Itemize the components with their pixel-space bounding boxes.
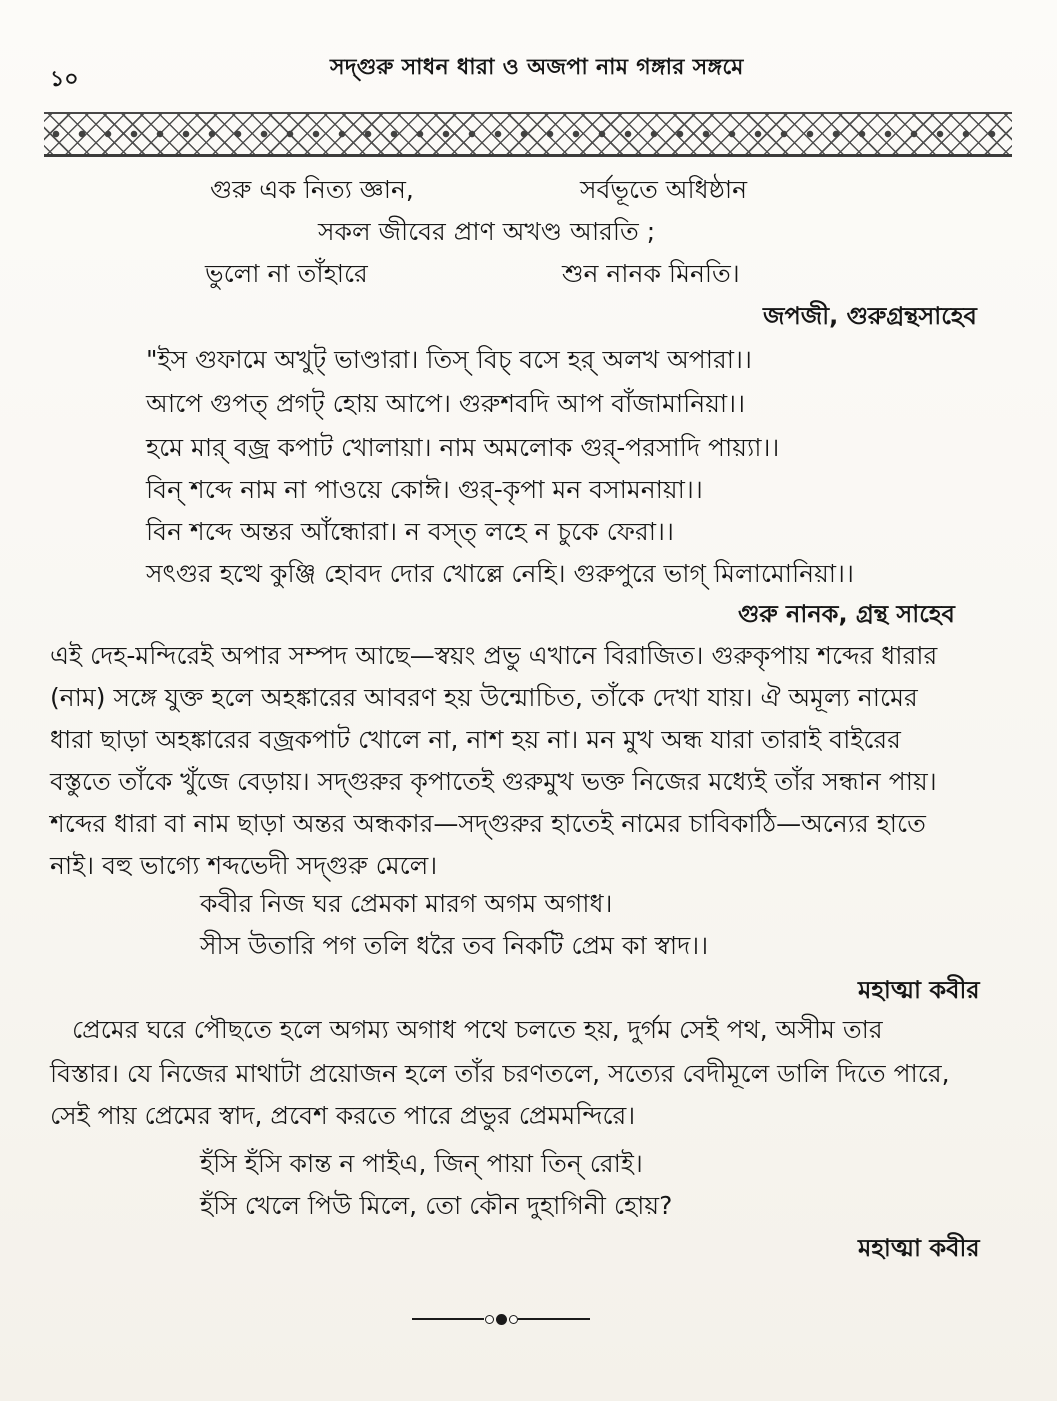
- verse2-line: বিন শব্দে অন্তর আঁন্ধোরা। ন বস্ত্ লহে ন চুকে ফেরা।।: [146, 517, 674, 546]
- verse1-line: সকল জীবের প্রাণ অখণ্ড আরতি ;: [318, 217, 656, 246]
- divider-bead: [496, 1314, 507, 1325]
- running-header: সদ্গুরু সাধন ধারা ও অজপা নাম গঙ্গার সঙ্গমে: [330, 55, 744, 80]
- verse1-line: শুন নানক মিনতি।: [562, 259, 740, 288]
- verse2-line: সৎগুর হত্থে কুঞ্জি হোবদ দোর খোল্লে নেহি। গুরুপুরে ভাগ্ মিলামোনিয়া।।: [146, 559, 854, 588]
- section-divider: [412, 1312, 590, 1326]
- divider-line-right: [518, 1318, 590, 1320]
- paragraph2-line: প্রেমের ঘরে পৌছতে হলে অগম্য অগাধ পথে চলতে হয়, দুর্গম সেই পথ, অসীম তার: [72, 1015, 883, 1044]
- divider-bead: [509, 1315, 518, 1324]
- paragraph2-line: সেই পায় প্রেমের স্বাদ, প্রবেশ করতে পারে প্রভুর প্রেমমন্দিরে।: [50, 1101, 636, 1130]
- verse2-line: হমে মার্ বজ্র কপাট খোলায়া। নাম অমলোক গুর্-পরসাদি পায়্যা।।: [146, 433, 780, 462]
- decorative-border: [44, 112, 1012, 157]
- verse4-line: হঁসি খেলে পিউ মিলে, তো কৌন দুহাগিনী হোয়?: [200, 1191, 673, 1220]
- divider-line-left: [412, 1318, 484, 1320]
- verse2-line: বিন্ শব্দে নাম না পাওয়ে কোঈ। গুর্-কৃপা মন বসামনায়া।।: [146, 475, 703, 504]
- verse2-line: আপে গুপত্ প্রগট্ হোয় আপে। গুরুশবদি আপ বাঁজামানিয়া।।: [146, 389, 746, 418]
- paragraph1-line: শব্দের ধারা বা নাম ছাড়া অন্তর অন্ধকার—সদ্গুরুর হাতেই নামের চাবিকাঠি—অন্যের হাতে: [50, 809, 926, 838]
- paragraph2-line: বিস্তার। যে নিজের মাথাটা প্রয়োজন হলে তাঁর চরণতলে, সত্যের বেদীমূলে ডালি দিতে পারে,: [50, 1059, 950, 1088]
- verse1-line: ভুলো না তাঁহারে: [205, 259, 368, 288]
- divider-bead: [485, 1315, 494, 1324]
- paragraph1-line: বস্তুতে তাঁকে খুঁজে বেড়ায়। সদ্গুরুর কৃপাতেই গুরুমুখ ভক্ত নিজের মধ্যেই তাঁর সন্ধান পায়।: [50, 767, 937, 796]
- verse3-attribution: মহাত্মা কবীর: [858, 976, 980, 1004]
- paragraph1-line: এই দেহ-মন্দিরেই অপার সম্পদ আছে—স্বয়ং প্রভু এখানে বিরাজিত। গুরুকৃপায় শব্দের ধারার: [50, 641, 938, 670]
- paragraph1-line: ধারা ছাড়া অহঙ্কারের বজ্রকপাট খোলে না, নাশ হয় না। মন মুখ অন্ধ যারা তারাই বাইরের: [50, 725, 901, 754]
- verse1-line: গুরু এক নিত্য জ্ঞান,: [210, 175, 414, 204]
- page-number: ১০: [50, 67, 79, 92]
- verse3-line: সীস উতারি পগ তলি ধরৈ তব নিকটি প্রেম কা স্বাদ।।: [200, 931, 709, 960]
- paragraph1-line: (নাম) সঙ্গে যুক্ত হলে অহঙ্কারের আবরণ হয় উন্মোচিত, তাঁকে দেখা যায়। ঐ অমূল্য নামের: [50, 683, 918, 712]
- verse4-attribution: মহাত্মা কবীর: [858, 1234, 980, 1262]
- verse1-line: সর্বভূতে অধিষ্ঠান: [580, 175, 748, 204]
- verse3-line: কবীর নিজ ঘর প্রেমকা মারগ অগম অগাধ।: [200, 889, 613, 918]
- paragraph1-line: নাই। বহু ভাগ্যে শব্দভেদী সদ্গুরু মেলে।: [50, 851, 438, 880]
- verse2-attribution: গুরু নানক, গ্রন্থ সাহেব: [738, 600, 955, 628]
- verse2-line: "ইস গুফামে অখুট্ ভাণ্ডারা। তিস্ বিচ্ বসে হর্ অলখ অপারা।।: [146, 345, 752, 374]
- divider-ornament: [484, 1312, 518, 1326]
- verse1-attribution: জপজী, গুরুগ্রন্থসাহেব: [763, 302, 977, 330]
- verse4-line: হঁসি হঁসি কান্ত ন পাইএ, জিন্ পায়া তিন্ রোই।: [200, 1149, 643, 1178]
